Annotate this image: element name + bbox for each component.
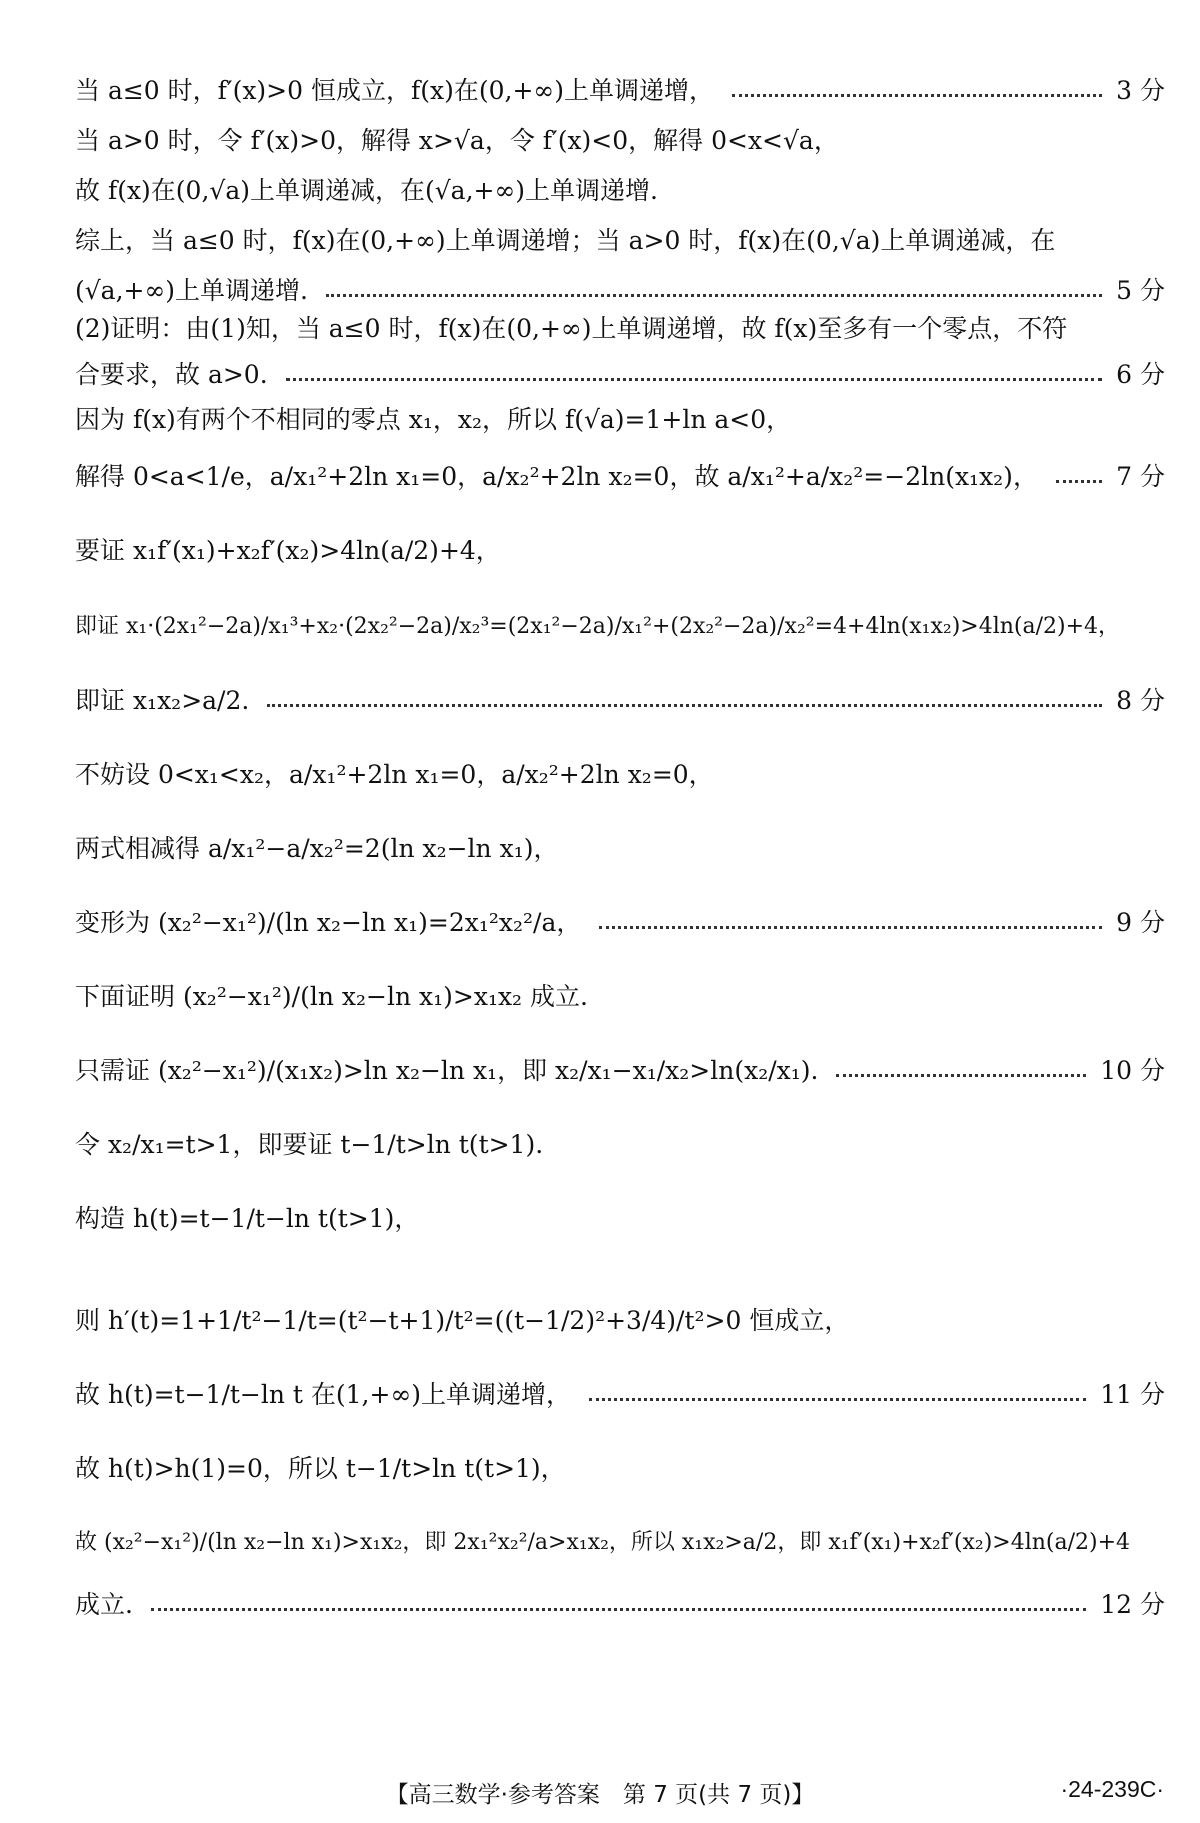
solution-line [75,686,1165,716]
line-text: 只需证 (x₂²−x₁²)/(x₁x₂)>ln x₂−ln x₁，即 x₂/x₁−x₁/x₂>ln(x₂/x₁). [75,1056,819,1085]
line-text: 变形为 (x₂²−x₁²)/(ln x₂−ln x₁)=2x₁²x₂²/a， [75,908,582,937]
solution-line [75,76,1165,106]
solution-line [75,1306,1165,1336]
line-text: 要证 x₁f′(x₁)+x₂f′(x₂)>4ln(a/2)+4， [75,536,501,565]
line-text: 解得 0<a<1/e，a/x₁²+2ln x₁=0，a/x₂²+2ln x₂=0，故 a/x₁²+a/x₂²=−2ln(x₁x₂)， [75,462,1038,491]
score-mark: 12 分 [1100,1590,1165,1619]
score-mark: 6 分 [1116,360,1165,389]
solution-line [75,126,1165,156]
score-mark: 3 分 [1116,76,1165,105]
line-text: (√a,+∞)上单调递增. [75,276,309,305]
solution-line [75,176,1165,206]
line-text: 两式相减得 a/x₁²−a/x₂²=2(ln x₂−ln x₁)， [75,834,559,863]
solution-line [75,982,1165,1012]
score-mark: 7 分 [1116,462,1165,491]
solution-line [75,1130,1165,1160]
solution-line [75,612,1165,642]
solution-line [75,760,1165,790]
line-text: 合要求，故 a>0. [75,360,268,389]
dot-leader [267,704,1102,707]
line-text: 即证 x₁x₂>a/2. [75,686,250,715]
line-text: 故 (x₂²−x₁²)/(ln x₂−ln x₁)>x₁x₂，即 2x₁²x₂²/a>x₁x₂，所以 x₁x₂>a/2，即 x₁f′(x₁)+x₂f′(x₂)>4ln(a/2)+4 [75,1530,1131,1555]
score-mark: 8 分 [1116,686,1165,715]
solution-line [75,462,1165,492]
solution-line [75,360,1165,390]
solution-line [75,1380,1165,1410]
solution-line [75,1204,1165,1234]
solution-line [75,1528,1165,1558]
dot-leader [1056,480,1102,483]
line-text: (2)证明：由(1)知，当 a≤0 时，f(x)在(0,+∞)上单调递增，故 f(x)至多有一个零点，不符 [75,314,1068,343]
dot-leader [836,1074,1086,1077]
line-text: 即证 x₁·(2x₁²−2a)/x₁³+x₂·(2x₂²−2a)/x₂³=(2x₁²−2a)/x₁²+(2x₂²−2a)/x₂²=4+4ln(x₁x₂)>4ln(a/2)+4， [75,614,1121,639]
line-text: 下面证明 (x₂²−x₁²)/(ln x₂−ln x₁)>x₁x₂ 成立. [75,982,588,1011]
dot-leader [326,294,1102,297]
solution-line [75,1056,1165,1086]
solution-line [75,1454,1165,1484]
solution-line [75,1590,1165,1620]
page-footer: 【高三数学·参考答案 第 7 页(共 7 页)】 [385,1782,815,1808]
solution-line [75,314,1165,344]
dot-leader [151,1608,1086,1611]
line-text: 令 x₂/x₁=t>1，即要证 t−1/t>ln t(t>1). [75,1130,544,1159]
score-mark: 10 分 [1100,1056,1165,1085]
line-text: 故 h(t)>h(1)=0，所以 t−1/t>ln t(t>1)， [75,1454,566,1483]
paper-code: ·24-239C· [1060,1776,1164,1802]
line-text: 因为 f(x)有两个不相同的零点 x₁，x₂，所以 f(√a)=1+ln a<0， [75,405,792,434]
line-text: 故 f(x)在(0,√a)上单调递减，在(√a,+∞)上单调递增. [75,176,659,205]
line-text: 当 a≤0 时，f′(x)>0 恒成立，f(x)在(0,+∞)上单调递增， [75,76,714,105]
line-text: 不妨设 0<x₁<x₂，a/x₁²+2ln x₁=0，a/x₂²+2ln x₂=0， [75,760,714,789]
solution-line [75,405,1165,435]
score-mark: 5 分 [1116,276,1165,305]
solution-line [75,834,1165,864]
score-mark: 9 分 [1116,908,1165,937]
dot-leader [286,378,1102,381]
score-mark: 11 分 [1100,1380,1165,1409]
line-text: 当 a>0 时，令 f′(x)>0，解得 x>√a，令 f′(x)<0，解得 0<x<√a， [75,126,839,155]
line-text: 成立. [75,1590,133,1619]
dot-leader [589,1398,1086,1401]
line-text: 故 h(t)=t−1/t−ln t 在(1,+∞)上单调递增， [75,1380,572,1409]
dot-leader [732,94,1102,97]
line-text: 构造 h(t)=t−1/t−ln t(t>1)， [75,1204,420,1233]
solution-line [75,226,1165,256]
solution-line [75,536,1165,566]
dot-leader [599,926,1102,929]
solution-line [75,908,1165,938]
line-text: 综上，当 a≤0 时，f(x)在(0,+∞)上单调递增；当 a>0 时，f(x)在(0,√a)上单调递减，在 [75,226,1056,255]
solution-line [75,276,1165,306]
line-text: 则 h′(t)=1+1/t²−1/t=(t²−t+1)/t²=((t−1/2)²+3/4)/t²>0 恒成立， [75,1306,850,1335]
